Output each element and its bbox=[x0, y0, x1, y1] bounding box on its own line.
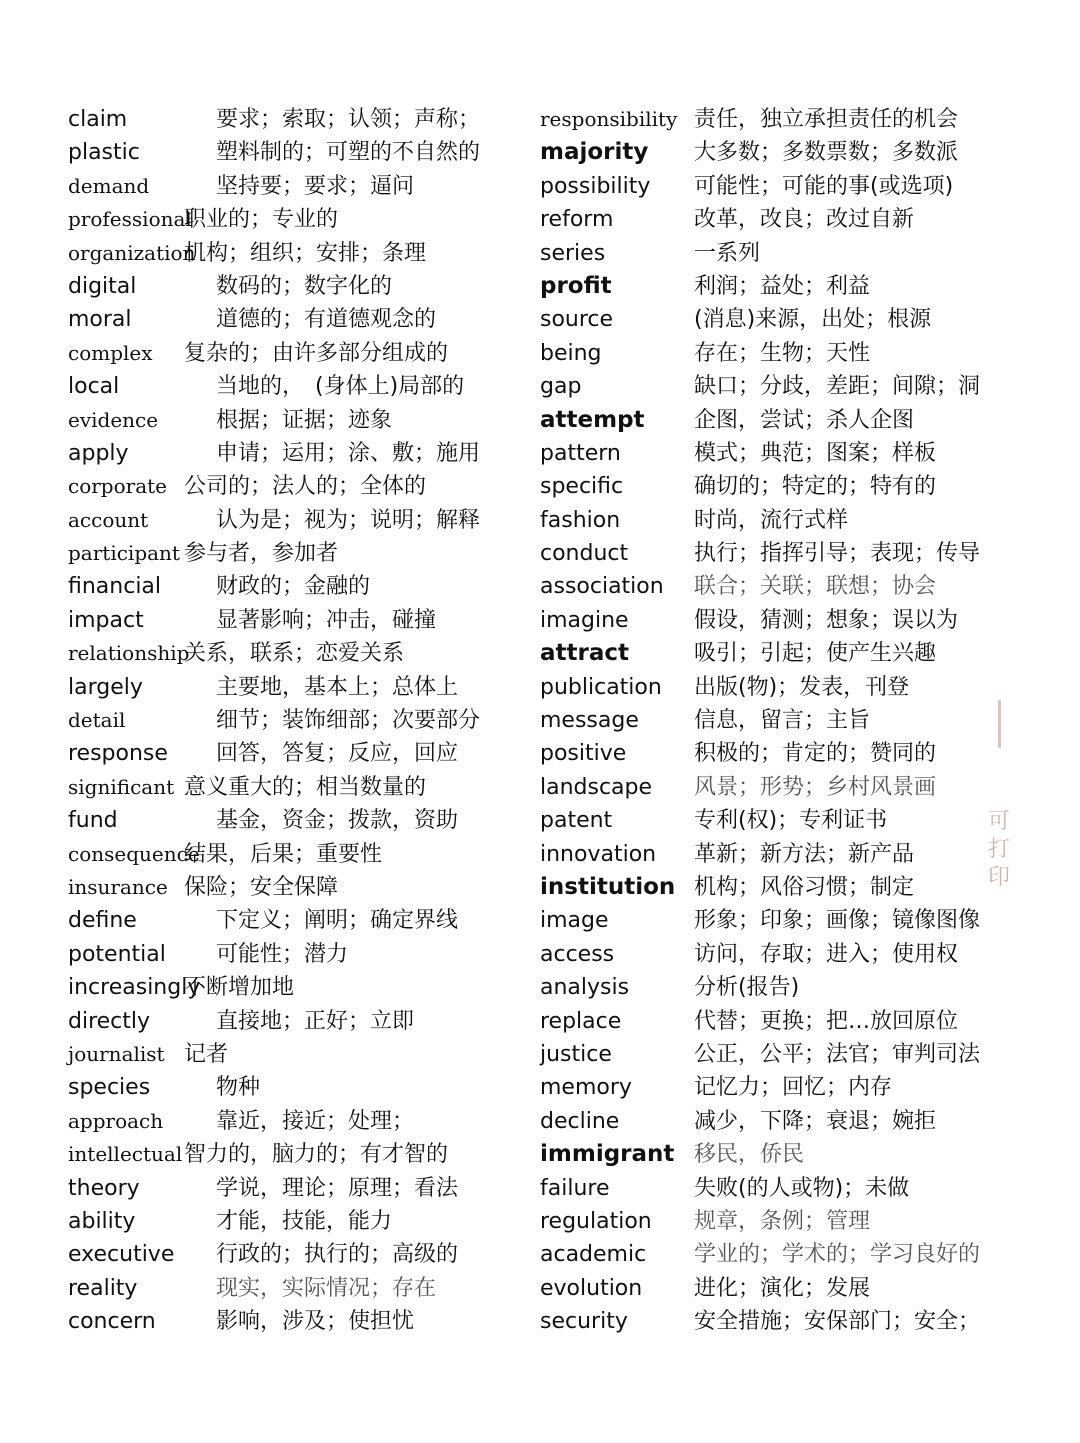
english-word: reality bbox=[68, 1275, 138, 1301]
vocab-entry bbox=[68, 504, 530, 537]
english-word: ability bbox=[68, 1208, 136, 1234]
chinese-definition: 出版(物)；发表，刊登 bbox=[694, 674, 910, 700]
english-word: message bbox=[540, 708, 639, 734]
english-word: intellectual bbox=[68, 1142, 183, 1167]
chinese-definition: 可能性；可能的事(或选项) bbox=[694, 173, 954, 199]
english-word: insurance bbox=[68, 874, 168, 899]
vocab-entry bbox=[540, 604, 1040, 637]
chinese-definition: 进化；演化；发展 bbox=[694, 1275, 871, 1301]
chinese-definition: 改革，改良；改过自新 bbox=[694, 207, 915, 233]
vocab-entry bbox=[540, 1238, 1040, 1271]
vocab-entry bbox=[68, 270, 530, 303]
chinese-definition: 影响，涉及；使担忧 bbox=[216, 1309, 415, 1335]
chinese-definition: 风景；形势；乡村风景画 bbox=[694, 774, 937, 800]
english-word: majority bbox=[540, 139, 649, 166]
chinese-definition: 缺口；分歧，差距；间隙；洞 bbox=[694, 374, 981, 400]
vocab-entry bbox=[68, 838, 530, 871]
vocab-entry bbox=[68, 437, 530, 470]
vocab-entry bbox=[68, 103, 530, 136]
vocab-entry bbox=[68, 1071, 530, 1104]
vocab-entry bbox=[540, 1105, 1040, 1138]
chinese-definition: 基金，资金；拨款，资助 bbox=[216, 808, 459, 834]
chinese-definition: 机构；风俗习惯；制定 bbox=[694, 874, 915, 900]
english-word: immigrant bbox=[540, 1141, 675, 1168]
chinese-definition: 申请；运用；涂、敷；施用 bbox=[216, 440, 481, 466]
english-word: response bbox=[68, 741, 168, 767]
vocab-entry bbox=[540, 1205, 1040, 1238]
english-word: journalist bbox=[68, 1041, 165, 1066]
vocab-entry bbox=[540, 1305, 1040, 1338]
vocab-entry bbox=[68, 904, 530, 937]
vocab-entry bbox=[540, 437, 1040, 470]
vocab-entry bbox=[540, 1005, 1040, 1038]
english-word: innovation bbox=[540, 841, 657, 867]
vocab-entry bbox=[68, 938, 530, 971]
chinese-definition: 形象；印象；画像；镜像图像 bbox=[694, 908, 981, 934]
vocab-entry bbox=[68, 237, 530, 270]
vocab-entry bbox=[540, 1038, 1040, 1071]
english-word: directly bbox=[68, 1008, 151, 1034]
english-word: evidence bbox=[68, 407, 159, 432]
english-word: plastic bbox=[68, 140, 140, 166]
chinese-definition: 分析(报告) bbox=[694, 975, 800, 1001]
english-word: claim bbox=[68, 107, 128, 132]
vocab-entry bbox=[68, 671, 530, 704]
vocab-entry bbox=[68, 1172, 530, 1205]
english-word: conduct bbox=[540, 541, 629, 567]
vocab-entry bbox=[68, 1005, 530, 1038]
chinese-definition: (消息)来源，出处；根源 bbox=[694, 307, 932, 333]
vocab-entry bbox=[540, 704, 1040, 737]
chinese-definition: 可能性；潜力 bbox=[216, 941, 349, 967]
english-word: significant bbox=[68, 774, 175, 799]
chinese-definition: 下定义；阐明；确定界线 bbox=[216, 908, 459, 934]
chinese-definition: 执行；指挥引导；表现；传导 bbox=[694, 541, 981, 567]
vocab-entry bbox=[68, 203, 530, 236]
vocab-entry bbox=[68, 971, 530, 1004]
english-word: financial bbox=[68, 574, 162, 600]
vocab-entry bbox=[540, 637, 1040, 670]
vocab-entry bbox=[540, 771, 1040, 804]
chinese-definition: 当地的， (身体上)局部的 bbox=[216, 374, 465, 400]
chinese-definition: 学说，理论；原理；看法 bbox=[216, 1175, 459, 1201]
vocab-entry bbox=[68, 737, 530, 770]
vocab-entry bbox=[540, 737, 1040, 770]
vocab-entry bbox=[68, 1105, 530, 1138]
vocab-entry bbox=[540, 537, 1040, 570]
english-word: pattern bbox=[540, 440, 621, 466]
chinese-definition: 物种 bbox=[216, 1075, 261, 1101]
watermark-char: 印 bbox=[987, 865, 1010, 890]
vocab-entry bbox=[68, 337, 530, 370]
vocab-entry bbox=[68, 404, 530, 437]
printable-watermark bbox=[985, 700, 1013, 892]
chinese-definition: 参与者，参加者 bbox=[184, 541, 339, 567]
english-word: apply bbox=[68, 440, 129, 466]
english-word: corporate bbox=[68, 474, 168, 499]
english-word: institution bbox=[540, 873, 676, 900]
english-word: responsibility bbox=[540, 107, 678, 131]
english-word: positive bbox=[540, 741, 627, 767]
vocab-entry bbox=[68, 470, 530, 503]
vocab-entry bbox=[68, 604, 530, 637]
english-word: digital bbox=[68, 273, 137, 299]
english-word: academic bbox=[540, 1242, 647, 1268]
chinese-definition: 时尚，流行式样 bbox=[694, 507, 849, 533]
vocab-entry bbox=[540, 337, 1040, 370]
chinese-definition: 利润；益处；利益 bbox=[694, 273, 871, 299]
chinese-definition: 机构；组织；安排；条理 bbox=[184, 240, 427, 266]
vocab-entry bbox=[540, 504, 1040, 537]
watermark-char: 打 bbox=[987, 837, 1010, 862]
chinese-definition: 积极的；肯定的；赞同的 bbox=[694, 741, 937, 767]
chinese-definition: 责任，独立承担责任的机会 bbox=[694, 107, 959, 132]
chinese-definition: 塑料制的；可塑的不自然的 bbox=[216, 140, 481, 166]
vocab-entry bbox=[540, 1071, 1040, 1104]
chinese-definition: 专利(权)；专利证书 bbox=[694, 808, 888, 834]
chinese-definition: 信息，留言；主旨 bbox=[694, 708, 871, 734]
chinese-definition: 坚持要；要求；逼问 bbox=[216, 173, 415, 199]
english-word: consequence bbox=[68, 841, 200, 866]
english-word: relationship bbox=[68, 641, 190, 666]
left-vocabulary-column bbox=[68, 103, 530, 1338]
chinese-definition: 记忆力；回忆；内存 bbox=[694, 1075, 893, 1101]
chinese-definition: 假设，猜测；想象；误以为 bbox=[694, 607, 959, 633]
vocab-entry bbox=[68, 136, 530, 169]
english-word: source bbox=[540, 307, 614, 333]
vocab-entry bbox=[68, 570, 530, 603]
english-word: justice bbox=[540, 1041, 612, 1067]
vocab-entry bbox=[68, 1305, 530, 1338]
english-word: local bbox=[68, 374, 120, 400]
chinese-definition: 学业的；学术的；学习良好的 bbox=[694, 1242, 981, 1268]
chinese-definition: 代替；更换；把…放回原位 bbox=[694, 1008, 959, 1034]
english-word: increasingly bbox=[68, 975, 201, 1001]
english-word: possibility bbox=[540, 173, 651, 199]
chinese-definition: 靠近，接近；处理； bbox=[216, 1108, 415, 1134]
vocab-entry bbox=[540, 170, 1040, 203]
vocab-entry bbox=[540, 103, 1040, 136]
vocab-entry bbox=[540, 971, 1040, 1004]
chinese-definition: 大多数；多数票数；多数派 bbox=[694, 140, 959, 166]
vocab-entry bbox=[540, 270, 1040, 303]
chinese-definition: 智力的，脑力的；有才智的 bbox=[184, 1142, 449, 1168]
english-word: define bbox=[68, 908, 137, 934]
english-word: professional bbox=[68, 207, 192, 232]
english-word: evolution bbox=[540, 1275, 643, 1301]
vocab-entry bbox=[540, 404, 1040, 437]
vocab-entry bbox=[540, 871, 1040, 904]
chinese-definition: 数码的；数字化的 bbox=[216, 273, 393, 299]
english-word: demand bbox=[68, 173, 150, 198]
chinese-definition: 显著影响；冲击，碰撞 bbox=[216, 607, 437, 633]
vocab-entry bbox=[540, 1172, 1040, 1205]
chinese-definition: 确切的；特定的；特有的 bbox=[694, 474, 937, 500]
chinese-definition: 一系列 bbox=[694, 240, 761, 266]
vocab-entry bbox=[68, 370, 530, 403]
english-word: theory bbox=[68, 1175, 140, 1201]
english-word: failure bbox=[540, 1175, 610, 1201]
chinese-definition: 细节；装饰细部；次要部分 bbox=[216, 708, 481, 734]
vocab-entry bbox=[68, 704, 530, 737]
chinese-definition: 访问，存取；进入；使用权 bbox=[694, 941, 959, 967]
chinese-definition: 革新；新方法；新产品 bbox=[694, 841, 915, 867]
vocab-entry bbox=[68, 1205, 530, 1238]
vocab-entry bbox=[540, 370, 1040, 403]
vocab-entry bbox=[540, 303, 1040, 336]
english-word: gap bbox=[540, 374, 582, 400]
chinese-definition: 结果，后果；重要性 bbox=[184, 841, 383, 867]
vocab-entry bbox=[68, 1272, 530, 1305]
vocab-entry bbox=[68, 1238, 530, 1271]
chinese-definition: 移民，侨民 bbox=[694, 1142, 805, 1168]
english-word: organization bbox=[68, 240, 196, 265]
vocab-entry bbox=[540, 671, 1040, 704]
english-word: impact bbox=[68, 607, 144, 633]
chinese-definition: 主要地，基本上；总体上 bbox=[216, 674, 459, 700]
chinese-definition: 安全措施；安保部门；安全； bbox=[694, 1309, 981, 1335]
chinese-definition: 要求；索取；认领；声称； bbox=[216, 107, 481, 132]
english-word: moral bbox=[68, 307, 132, 333]
english-word: specific bbox=[540, 474, 624, 500]
chinese-definition: 减少，下降；衰退；婉拒 bbox=[694, 1108, 937, 1134]
chinese-definition: 关系，联系；恋爱关系 bbox=[184, 641, 405, 667]
chinese-definition: 存在；生物；天性 bbox=[694, 340, 871, 366]
watermark-char: 可 bbox=[987, 809, 1010, 834]
chinese-definition: 联合；关联；联想；协会 bbox=[694, 574, 937, 600]
chinese-definition: 规章，条例；管理 bbox=[694, 1208, 871, 1234]
vocab-entry bbox=[540, 1138, 1040, 1171]
vocab-entry bbox=[68, 303, 530, 336]
vocab-entry bbox=[540, 470, 1040, 503]
chinese-definition: 才能，技能，能力 bbox=[216, 1208, 393, 1234]
chinese-definition: 职业的；专业的 bbox=[184, 207, 339, 233]
chinese-definition: 直接地；正好；立即 bbox=[216, 1008, 415, 1034]
vocab-entry bbox=[540, 938, 1040, 971]
chinese-definition: 行政的；执行的；高级的 bbox=[216, 1242, 459, 1268]
english-word: account bbox=[68, 507, 149, 532]
english-word: security bbox=[540, 1309, 628, 1335]
english-word: patent bbox=[540, 808, 613, 834]
vocab-entry bbox=[68, 1138, 530, 1171]
english-word: potential bbox=[68, 941, 166, 967]
vocab-entry bbox=[540, 237, 1040, 270]
vocab-entry bbox=[68, 1038, 530, 1071]
vocab-entry bbox=[68, 871, 530, 904]
english-word: complex bbox=[68, 340, 153, 365]
english-word: profit bbox=[540, 272, 612, 299]
chinese-definition: 根据；证据；迹象 bbox=[216, 407, 393, 433]
vocab-entry bbox=[540, 904, 1040, 937]
english-word: fund bbox=[68, 808, 118, 834]
english-word: memory bbox=[540, 1075, 632, 1101]
chinese-definition: 现实，实际情况；存在 bbox=[216, 1275, 437, 1301]
english-word: attempt bbox=[540, 406, 645, 433]
vocab-entry bbox=[540, 570, 1040, 603]
english-word: association bbox=[540, 574, 664, 600]
english-word: replace bbox=[540, 1008, 622, 1034]
english-word: attract bbox=[540, 640, 630, 667]
vocab-entry bbox=[68, 637, 530, 670]
vocab-entry bbox=[540, 838, 1040, 871]
chinese-definition: 财政的；金融的 bbox=[216, 574, 371, 600]
vocab-entry bbox=[540, 203, 1040, 236]
english-word: access bbox=[540, 941, 615, 967]
english-word: fashion bbox=[540, 507, 621, 533]
english-word: being bbox=[540, 340, 602, 366]
english-word: species bbox=[68, 1075, 151, 1101]
chinese-definition: 公司的；法人的；全体的 bbox=[184, 474, 427, 500]
watermark-bar bbox=[998, 700, 1001, 748]
english-word: largely bbox=[68, 674, 143, 700]
chinese-definition: 回答，答复；反应，回应 bbox=[216, 741, 459, 767]
english-word: series bbox=[540, 240, 606, 266]
english-word: decline bbox=[540, 1108, 620, 1134]
english-word: detail bbox=[68, 708, 126, 733]
vocab-entry bbox=[68, 537, 530, 570]
english-word: reform bbox=[540, 207, 614, 233]
english-word: analysis bbox=[540, 975, 630, 1001]
english-word: concern bbox=[68, 1309, 156, 1335]
vocab-entry bbox=[540, 804, 1040, 837]
english-word: imagine bbox=[540, 607, 629, 633]
chinese-definition: 模式；典范；图案；样板 bbox=[694, 440, 937, 466]
vocab-entry bbox=[540, 136, 1040, 169]
english-word: regulation bbox=[540, 1208, 652, 1234]
english-word: participant bbox=[68, 541, 180, 566]
english-word: publication bbox=[540, 674, 662, 700]
chinese-definition: 不断增加地 bbox=[184, 975, 295, 1001]
chinese-definition: 企图，尝试；杀人企图 bbox=[694, 407, 915, 433]
right-vocabulary-column bbox=[540, 103, 1040, 1338]
chinese-definition: 公正，公平；法官；审判司法 bbox=[694, 1041, 981, 1067]
chinese-definition: 记者 bbox=[184, 1041, 229, 1067]
chinese-definition: 保险；安全保障 bbox=[184, 874, 339, 900]
vocab-entry bbox=[68, 170, 530, 203]
vocab-entry bbox=[68, 771, 530, 804]
english-word: executive bbox=[68, 1242, 175, 1268]
english-word: image bbox=[540, 908, 609, 934]
english-word: landscape bbox=[540, 774, 653, 800]
chinese-definition: 道德的；有道德观念的 bbox=[216, 307, 437, 333]
vocab-entry bbox=[540, 1272, 1040, 1305]
english-word: approach bbox=[68, 1108, 164, 1133]
vocab-entry bbox=[68, 804, 530, 837]
chinese-definition: 失败(的人或物)；未做 bbox=[694, 1175, 910, 1201]
chinese-definition: 复杂的；由许多部分组成的 bbox=[184, 340, 449, 366]
chinese-definition: 吸引；引起；使产生兴趣 bbox=[694, 641, 937, 667]
chinese-definition: 意义重大的；相当数量的 bbox=[184, 774, 427, 800]
chinese-definition: 认为是；视为；说明；解释 bbox=[216, 507, 481, 533]
